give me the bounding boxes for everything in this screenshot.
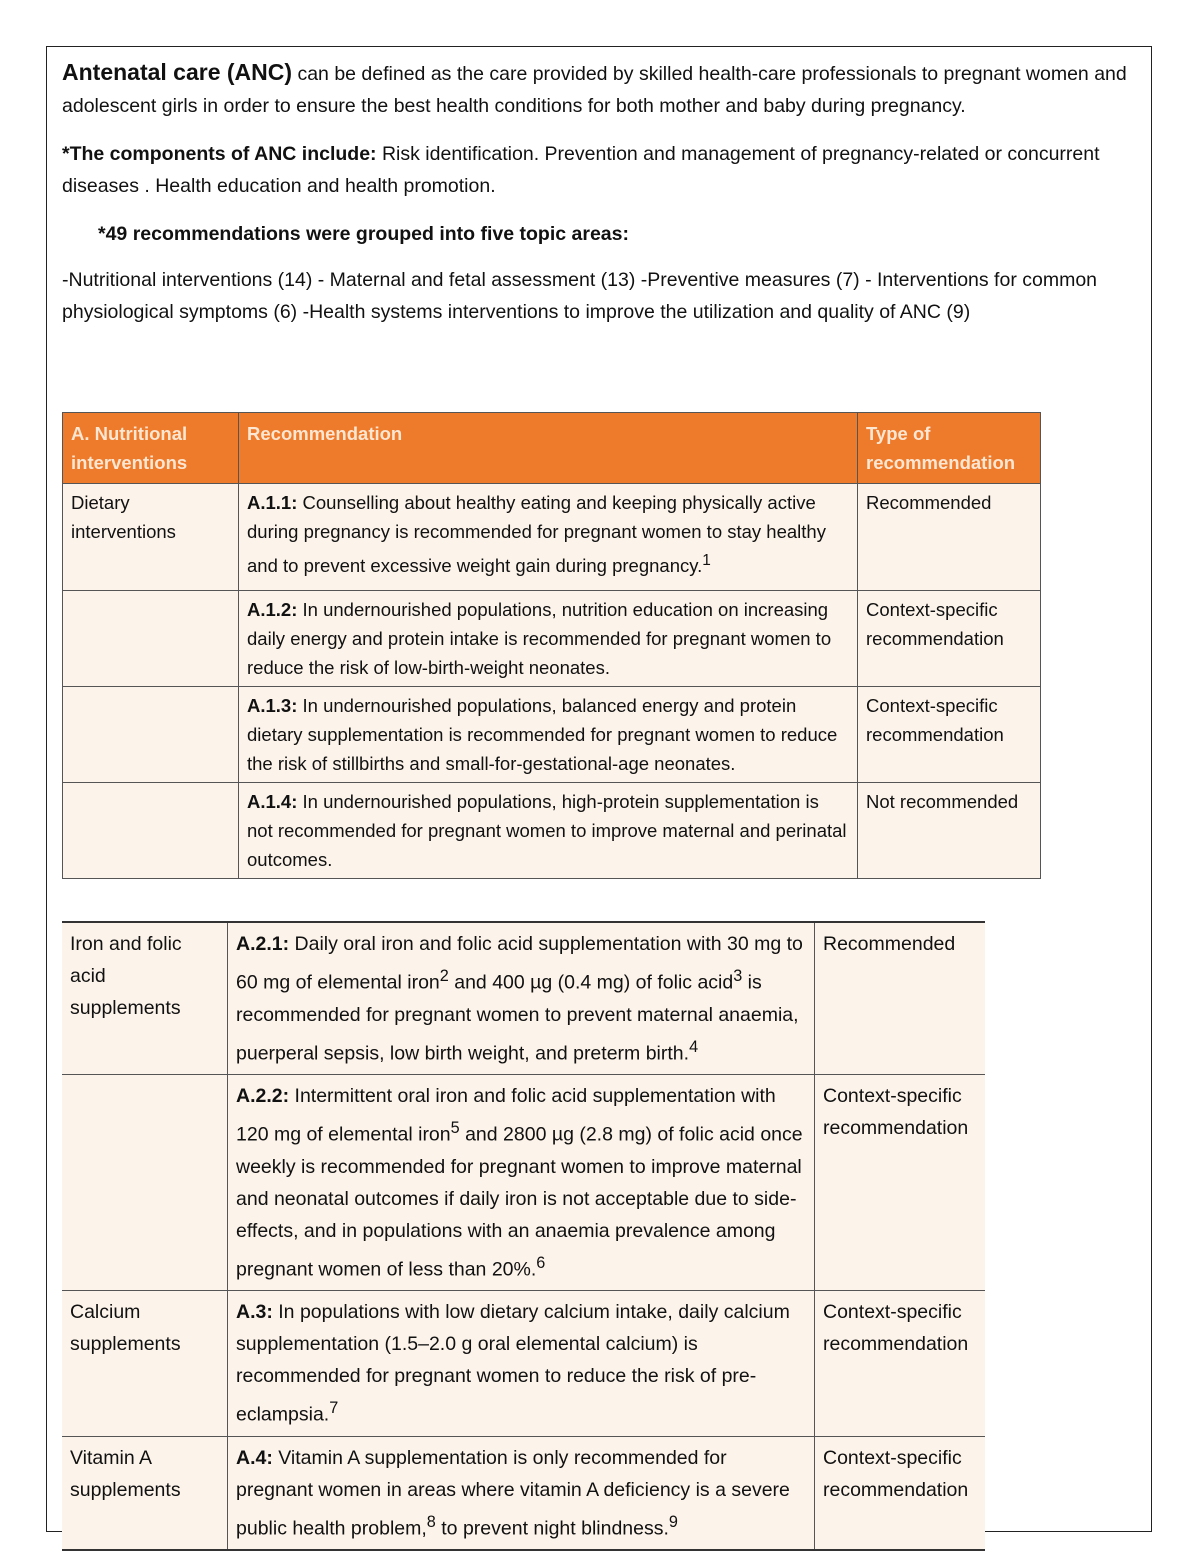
recommendation-code: A.1.4: [247,791,298,812]
row-type: Recommended [815,922,986,1075]
row-recommendation [228,1075,815,1291]
components-label: *The components of ANC include: [62,143,377,165]
table-row [62,1436,985,1550]
table-header-row [63,413,1041,484]
row-recommendation [228,1436,815,1550]
recommendation-text: to prevent night blindness. [435,1517,669,1539]
recommendation-text: Counselling about healthy eating and keeping physically active during pregnancy is recommended for pregnant women to stay healthy and to prevent excessive weight gain during pregnancy. [247,492,826,577]
recommendation-code: A.4: [236,1446,273,1469]
recommendation-text: Vitamin A supplementation is only recommended for pregnant women in areas where vitamin A deficiency is a severe public health problem, [236,1446,790,1539]
intro-section [62,56,1148,328]
row-category: Calcium supplements [62,1291,228,1437]
footnote-ref: 8 [426,1512,436,1531]
row-type: Context-specific recommendation [815,1436,986,1550]
anc-definition [62,56,1148,122]
row-type: Context-specific recommendation [815,1075,986,1291]
recommendation-text: and 2800 µg (2.8 mg) of folic acid once weekly is recommended for pregnant women to improve maternal and neonatal outcomes if daily iron is not acceptable due to side-effects, and in populations with an anaemia prevalence among pregnant women of less than 20%. [236,1123,803,1280]
table-row [62,1291,985,1437]
anc-components [62,138,1148,202]
recommendation-text: In undernourished populations, nutrition education on increasing daily energy and protein intake is recommended for pregnant women to reduce the risk of low-birth-weight neonates. [247,599,832,678]
recommendation-code: A.1.1: [247,492,298,513]
footnote-ref: 7 [329,1399,339,1417]
table-row [63,484,1041,591]
header-recommendation: Recommendation [239,413,858,484]
header-category: A. Nutritional interventions [63,413,239,484]
topic-areas: -Nutritional interventions (14) - Maternal and fetal assessment (13) -Preventive measures (7) - Interventions for common physiological symptoms (6) -Health systems interventions to improve the utilization and quality of ANC (9) [62,269,1098,323]
anc-term: Antenatal care (ANC) [62,59,293,85]
recommendation-text: Intermittent oral iron and folic acid supplementation with 120 mg of elemental iron [236,1085,776,1146]
row-type: Not recommended [858,783,1041,879]
row-recommendation [239,484,858,591]
row-recommendation [228,922,815,1075]
footnote-ref: 2 [439,967,449,985]
row-category [63,591,239,687]
recommendation-text: In populations with low dietary calcium intake, daily calcium supplementation (1.5–2.0 g oral elemental calcium) is recommended for pregnant women to reduce the risk of pre-eclampsia. [236,1301,790,1426]
table-row [63,687,1041,783]
recommendation-text: Daily oral iron and folic acid supplementation with 30 mg to 60 mg of elemental iron [236,933,803,994]
row-recommendation [228,1291,815,1437]
row-recommendation [239,687,858,783]
table-row [63,591,1041,687]
row-type: Context-specific recommendation [815,1291,986,1437]
recommendation-code: A.1.2: [247,599,298,620]
recommendation-text: is recommended for pregnant women to prevent maternal anaemia, puerperal sepsis, low birth weight, and preterm birth. [236,971,799,1064]
footnote-ref: 6 [536,1253,546,1272]
recommendation-text: and 400 µg (0.4 mg) of folic acid [448,971,734,994]
row-recommendation [239,591,858,687]
row-type: Context-specific recommendation [858,687,1041,783]
row-category [63,687,239,783]
row-recommendation [239,783,858,879]
row-category [63,783,239,879]
row-type: Recommended [858,484,1041,591]
row-category: Iron and folic acid supplements [62,922,228,1075]
footnote-ref: 4 [689,1037,699,1056]
recommendation-code: A.2.1: [236,933,290,955]
table-row [63,783,1041,879]
table-row [62,1075,985,1291]
anc-definition-text: can be defined as the care provided by skilled health-care professionals to pregnant women and adolescent girls in order to ensure the best health conditions for both mother and baby during pregnancy. [62,63,1127,117]
footnote-ref: 5 [450,1119,460,1137]
recommendation-code: A.1.3: [247,695,298,716]
row-category: Dietary interventions [63,484,239,591]
grouping-heading: *49 recommendations were grouped into five topic areas: [98,223,629,245]
components-text: Risk identification. Prevention and management of pregnancy-related or concurrent diseases . Health education and health promotion. [62,143,1100,197]
footnote-ref: 1 [702,552,711,569]
nutritional-interventions-table [62,412,1041,879]
footnote-ref: 3 [733,967,743,985]
header-type: Type of recommendation [858,413,1041,484]
row-type: Context-specific recommendation [858,591,1041,687]
supplements-table [62,921,985,1551]
footnote-ref: 9 [668,1512,678,1531]
recommendation-code: A.3: [236,1301,273,1323]
row-category [62,1075,228,1291]
row-category: Vitamin A supplements [62,1436,228,1550]
recommendation-code: A.2.2: [236,1085,290,1107]
recommendation-text: In undernourished populations, balanced energy and protein dietary supplementation is recommended for pregnant women to reduce the risk of stillbirths and small-for-gestational-age neonates. [247,695,838,774]
recommendation-text: In undernourished populations, high-protein supplementation is not recommended for pregnant women to improve maternal and perinatal outcomes. [247,791,847,870]
table-row [62,922,985,1075]
